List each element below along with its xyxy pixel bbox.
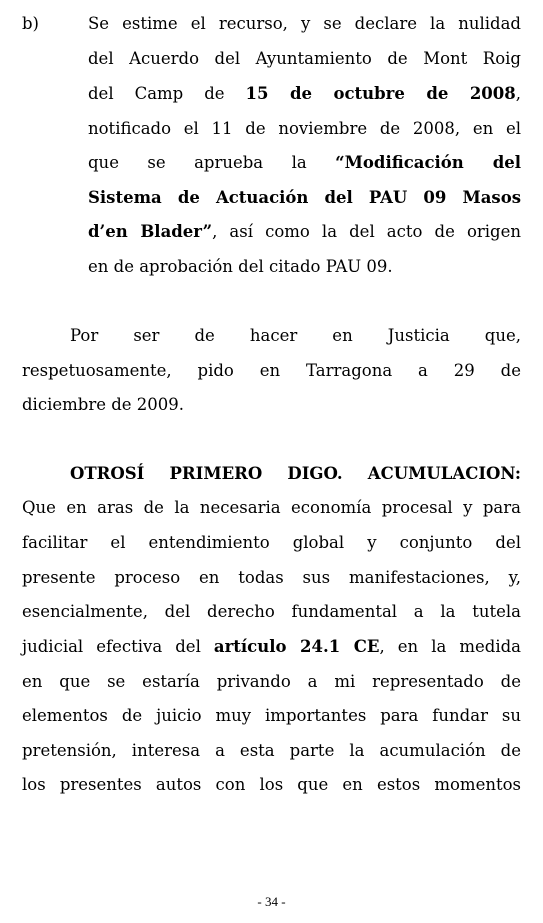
item-b-line-3-comma: , bbox=[515, 84, 521, 103]
item-b-line-2: del Acuerdo del Ayuntamiento de Mont Roig bbox=[88, 49, 521, 68]
otrosi-line-1: Que en aras de la necesaria economía procesal y para bbox=[22, 498, 521, 517]
item-b-line-3-text: del Camp de bbox=[88, 84, 246, 103]
otrosi-line-3: presente proceso en todas sus manifestaciones, y, bbox=[22, 568, 521, 587]
item-b-line-5-text: que se aprueba la bbox=[88, 153, 336, 172]
otrosi-line-2: facilitar el entendimiento global y conjunto del bbox=[22, 533, 521, 552]
hearing-date: 15 de octubre de 2008 bbox=[245, 84, 516, 103]
closing-line-3: diciembre de 2009. bbox=[22, 395, 185, 414]
list-marker-b: b) bbox=[22, 14, 39, 33]
otrosi-line-7: elementos de juicio muy importantes para fundar su bbox=[22, 706, 521, 725]
article-reference: artículo 24.1 CE bbox=[213, 637, 380, 656]
otrosi-line-5 bbox=[22, 637, 521, 657]
agreement-title-end: d’en Blader” bbox=[88, 222, 213, 241]
item-b-line-7 bbox=[88, 222, 521, 242]
closing-line-1: Por ser de hacer en Justicia que, bbox=[70, 326, 521, 345]
item-b-line-8: en de aprobación del citado PAU 09. bbox=[88, 257, 393, 276]
otrosi-line-9: los presentes autos con los que en estos momentos bbox=[22, 775, 521, 794]
item-b-line-6: Sistema de Actuación del PAU 09 Masos bbox=[88, 188, 521, 207]
page-number: - 34 - bbox=[257, 894, 286, 909]
agreement-title-start: “Modificación del bbox=[335, 153, 521, 172]
otrosi-line-5-tail: , en la medida bbox=[379, 637, 521, 656]
otrosi-line-5-text: judicial efectiva del bbox=[22, 637, 214, 656]
otrosi-line-4: esencialmente, del derecho fundamental a la tutela bbox=[22, 602, 521, 621]
item-b-line-5 bbox=[88, 153, 521, 173]
closing-line-2: respetuosamente, pido en Tarragona a 29 de bbox=[22, 361, 521, 380]
otrosi-line-6: en que se estaría privando a mi representado de bbox=[22, 672, 521, 691]
item-b-line-3 bbox=[88, 84, 521, 104]
otrosi-line-8: pretensión, interesa a esta parte la acumulación de bbox=[22, 741, 521, 760]
otrosi-heading: OTROSÍ PRIMERO DIGO. ACUMULACION: bbox=[70, 464, 521, 483]
item-b-line-4: notificado el 11 de noviembre de 2008, en el bbox=[88, 119, 521, 138]
item-b-line-7-text: , así como la del acto de origen bbox=[212, 222, 521, 241]
item-b-line-1: Se estime el recurso, y se declare la nulidad bbox=[88, 14, 521, 33]
